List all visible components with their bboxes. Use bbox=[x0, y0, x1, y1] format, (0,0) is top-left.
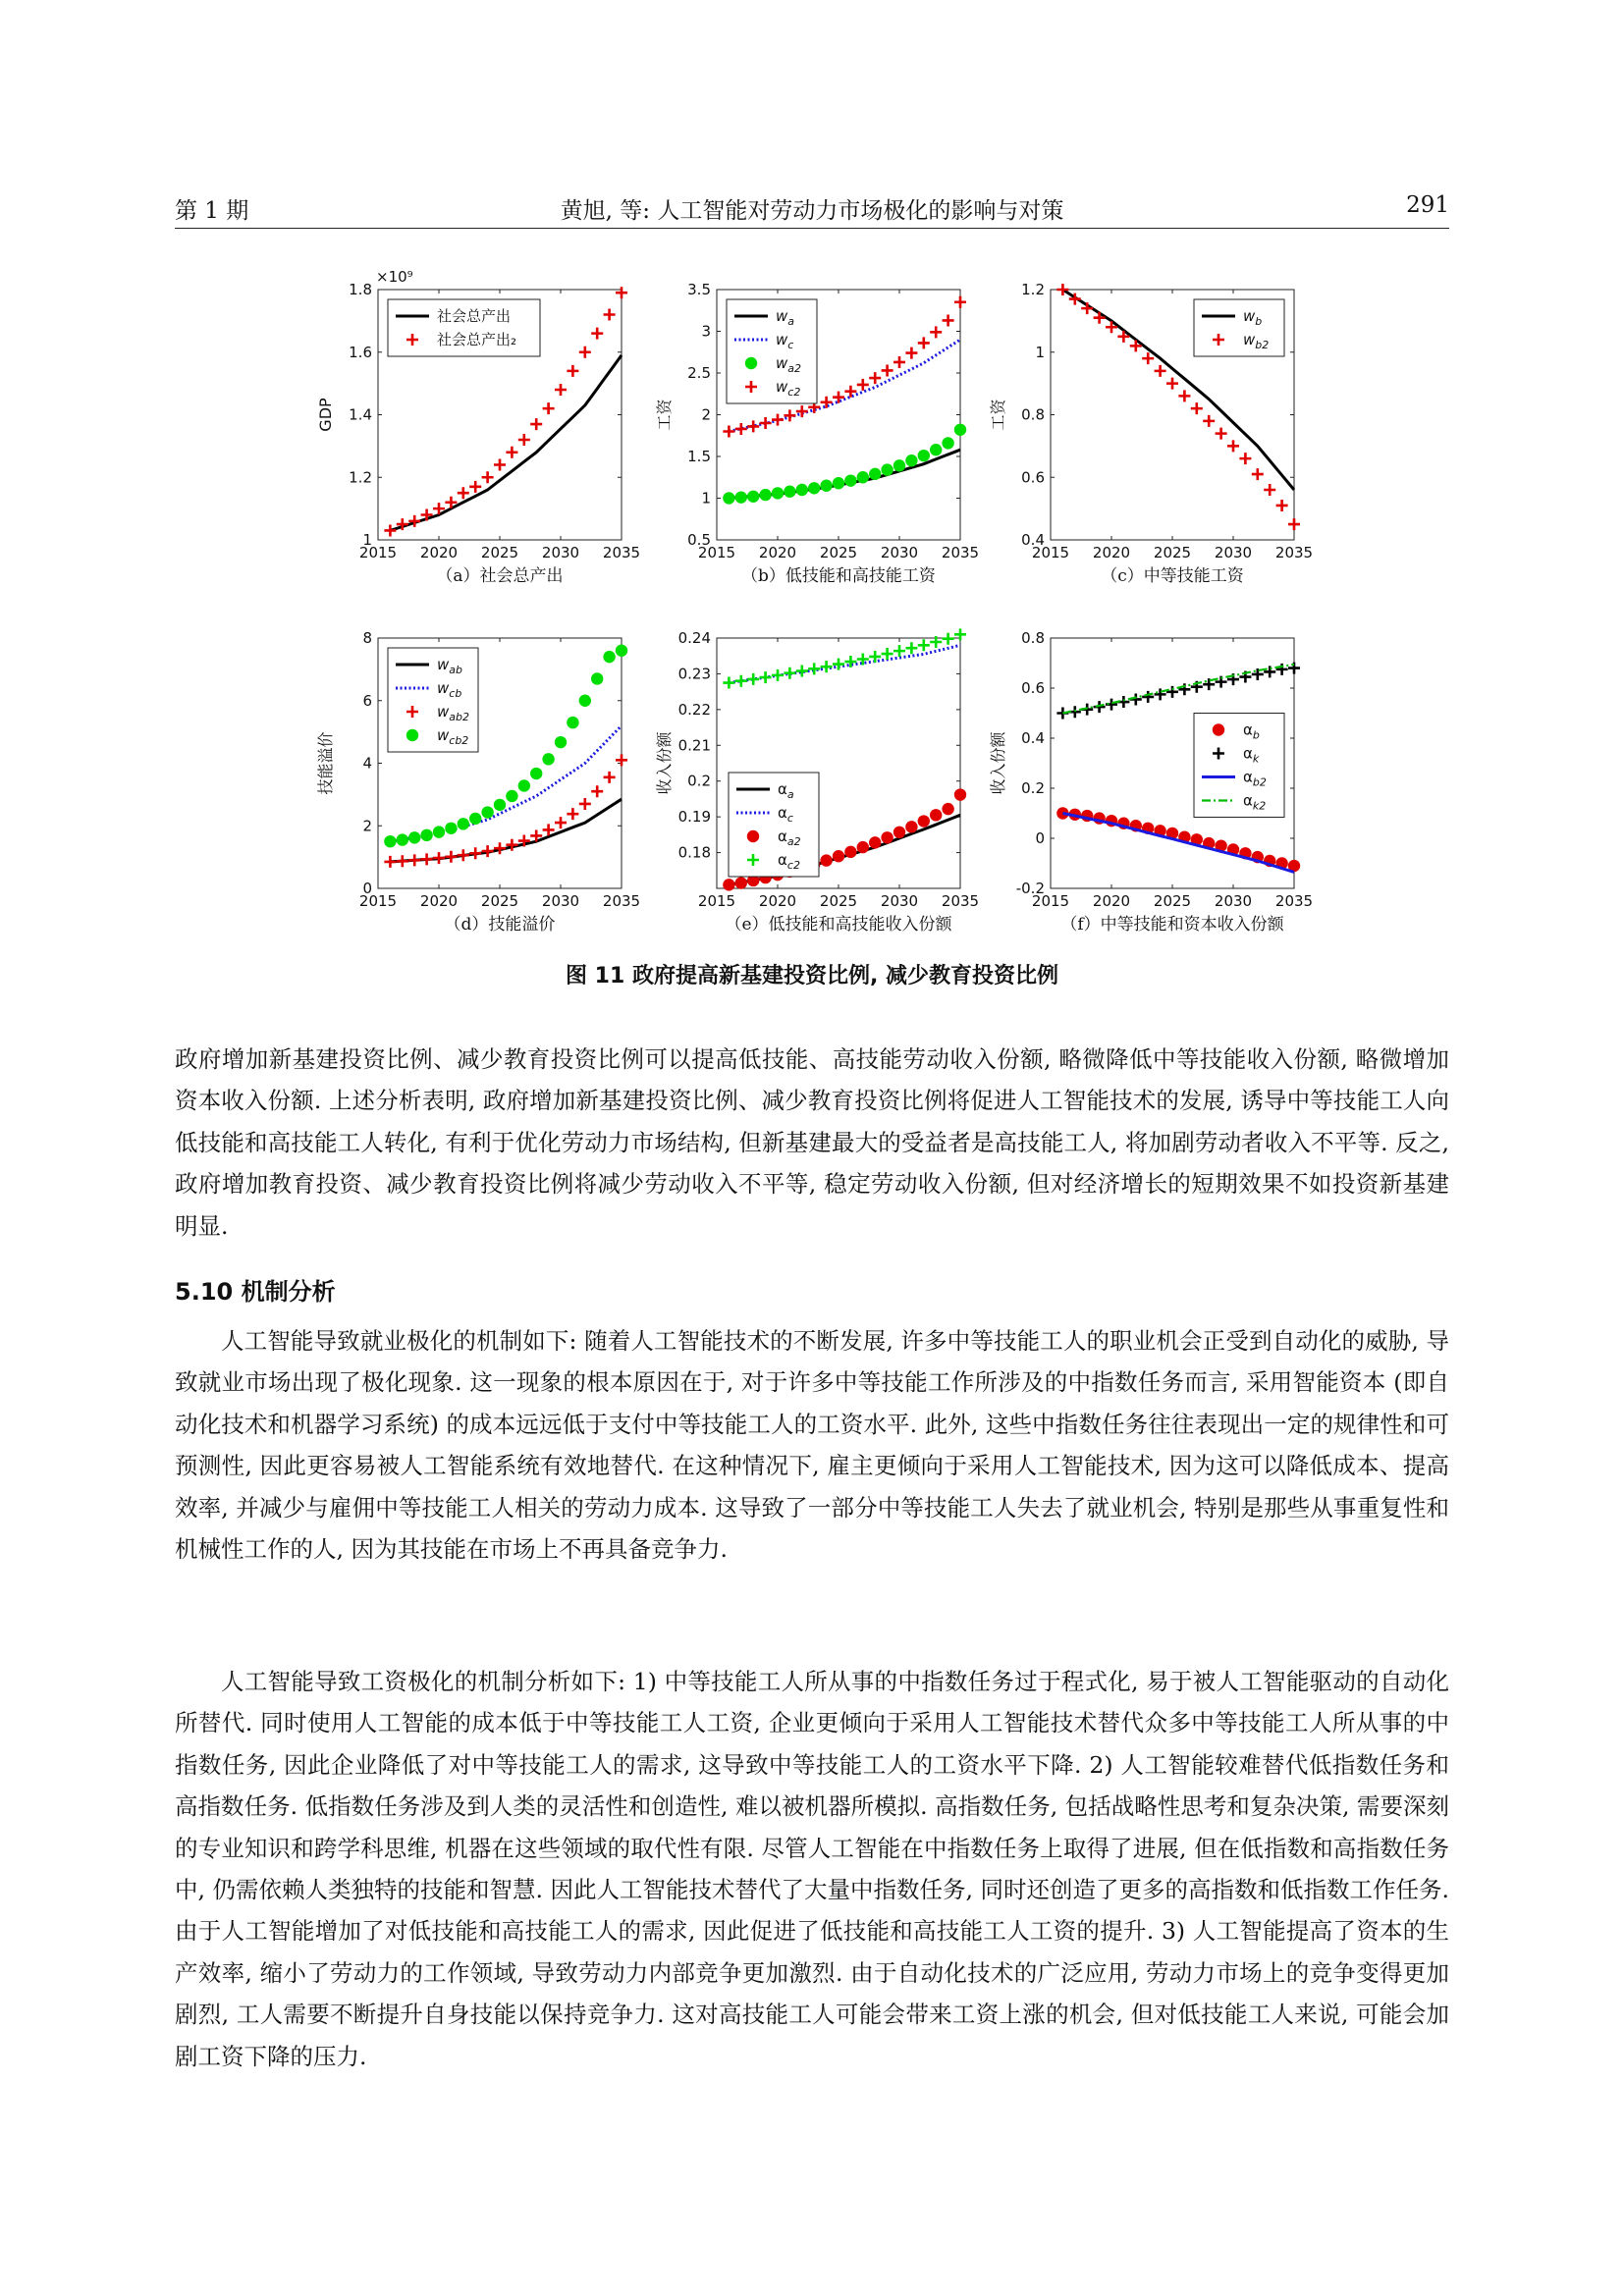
y-tick-label: 8 bbox=[362, 629, 372, 647]
legend-label: $w_a$ bbox=[776, 307, 795, 328]
data-point bbox=[844, 474, 856, 486]
legend-label: $w_{a2}$ bbox=[776, 354, 802, 375]
x-tick-label: 2020 bbox=[758, 544, 797, 561]
legend-label: $w_{ab}$ bbox=[437, 656, 463, 676]
x-tick-label: 2035 bbox=[1274, 544, 1314, 561]
legend-label: 社会总产出₂ bbox=[437, 331, 517, 348]
chart-panel-1 bbox=[655, 281, 979, 586]
legend-label: $\alpha_c$ bbox=[778, 804, 793, 825]
y-tick-label: 1.4 bbox=[349, 405, 372, 424]
y-tick-label: 1.2 bbox=[349, 468, 372, 487]
data-point bbox=[857, 841, 869, 853]
chart-panel-2 bbox=[989, 281, 1313, 586]
data-point bbox=[930, 444, 942, 455]
legend-label: $\alpha_{c2}$ bbox=[778, 851, 800, 872]
x-tick-label: 2025 bbox=[1153, 892, 1192, 910]
y-tick-label: 0.5 bbox=[687, 531, 711, 549]
x-tick-label: 2025 bbox=[819, 892, 858, 910]
running-title: 黄旭, 等: 人工智能对劳动力市场极化的影响与对策 bbox=[560, 198, 1064, 224]
legend-label: $w_{c2}$ bbox=[776, 378, 801, 399]
y-axis-label: 工资 bbox=[989, 399, 1007, 431]
chart-panel-0 bbox=[316, 268, 640, 586]
data-point bbox=[905, 454, 917, 466]
y-tick-label: 0.24 bbox=[677, 629, 711, 647]
chart-panel-5 bbox=[989, 629, 1313, 934]
legend-swatch bbox=[406, 729, 418, 741]
data-point bbox=[954, 424, 966, 436]
data-point bbox=[469, 813, 481, 825]
paragraph-1-text: 政府增加新基建投资比例、减少教育投资比例可以提高低技能、高技能劳动收入份额, 略微降低中等技能收入份额, 略微增加资本收入份额. 上述分析表明, 政府增加新基建投资比例、减少教育投资比例将促进人工智能技术的发展, 诱导中等技能工人向低技能和高技能工人转化, 有利于优化劳动力市场结构, 但新基建最大的受益者是高技能工人, 将加剧劳动者收入不平等. 反之, 政府增加教育投资、减少教育投资比例将减少劳动收入不平等, 稳定劳动收入份额, 但对经济增长的短期效果不如投资新基建明显. bbox=[175, 1045, 1449, 1240]
y-tick-label: 0.8 bbox=[1021, 405, 1045, 424]
data-point bbox=[458, 818, 469, 829]
paragraph-3 bbox=[175, 1661, 1449, 2077]
data-point bbox=[591, 672, 603, 684]
legend bbox=[729, 773, 819, 877]
data-point bbox=[759, 489, 771, 501]
data-point bbox=[857, 471, 869, 483]
y-tick-label: 1.5 bbox=[687, 448, 711, 465]
y-tick-label: 3 bbox=[701, 322, 711, 341]
y-tick-label: 6 bbox=[362, 691, 372, 710]
paragraph-2-text: 人工智能导致就业极化的机制如下: 随着人工智能技术的不断发展, 许多中等技能工人的职业机会正受到自动化的威胁, 导致就业市场出现了极化现象. 这一现象的根本原因在于, 对于许多中等技能工作所涉及的中指数任务而言, 采用智能资本 (即自动化技术和机器学习系统) 的成本远远低于支付中等技能工人的工资水平. 此外, 这些中指数任务往往表现出一定的规律性和可预测性, 因此更容易被人工智能系统有效地替代. 在这种情况下, 雇主更倾向于采用人工智能技术, 因为这可以降低成本、提高效率, 并减少与雇佣中等技能工人相关的劳动力成本. 这导致了一部分中等技能工人失去了就业机会, 特别是那些从事重复性和机械性工作的人, 因为其技能在市场上不再具备竞争力. bbox=[175, 1327, 1449, 1564]
data-point bbox=[494, 799, 506, 811]
y-tick-label: 4 bbox=[362, 754, 372, 773]
y-axis-label: 收入份额 bbox=[989, 731, 1007, 795]
data-point bbox=[772, 487, 784, 499]
y-tick-label: 0.6 bbox=[1021, 679, 1045, 697]
y-tick-label: 0.8 bbox=[1021, 629, 1045, 647]
data-point bbox=[954, 788, 966, 800]
data-point bbox=[567, 717, 578, 728]
data-point bbox=[420, 829, 432, 841]
y-tick-label: 0.4 bbox=[1021, 729, 1045, 747]
data-point bbox=[408, 831, 420, 843]
x-tick-label: 2035 bbox=[1274, 892, 1314, 910]
x-tick-label: 2020 bbox=[1092, 892, 1131, 910]
x-tick-label: 2020 bbox=[1092, 544, 1131, 561]
x-tick-label: 2035 bbox=[602, 544, 641, 561]
figure-11 bbox=[0, 236, 1624, 982]
legend-label: $w_b$ bbox=[1243, 307, 1263, 328]
y-tick-label: 2.5 bbox=[687, 364, 711, 382]
data-point bbox=[555, 736, 567, 748]
y-tick-label: 0 bbox=[362, 880, 372, 897]
x-tick-label: 2035 bbox=[602, 892, 641, 910]
running-header bbox=[175, 192, 1449, 232]
panel-caption: （e）低技能和高技能收入份额 bbox=[725, 915, 952, 934]
x-tick-label: 2025 bbox=[819, 544, 858, 561]
legend-swatch bbox=[1213, 723, 1224, 735]
x-tick-label: 2015 bbox=[358, 544, 398, 561]
data-point bbox=[820, 480, 832, 492]
x-tick-label: 2030 bbox=[880, 892, 919, 910]
data-point bbox=[579, 695, 591, 707]
legend bbox=[727, 299, 817, 403]
legend bbox=[388, 299, 540, 356]
x-tick-label: 2025 bbox=[480, 892, 519, 910]
y-axis-label: 工资 bbox=[655, 399, 674, 431]
y-tick-label: 0.23 bbox=[677, 665, 711, 683]
issue-number: 第 1 期 bbox=[175, 198, 249, 224]
data-point bbox=[616, 645, 627, 657]
chart-panel-4 bbox=[655, 628, 979, 934]
legend-label: $w_{cb}$ bbox=[437, 679, 462, 700]
data-point bbox=[796, 484, 808, 496]
data-point bbox=[844, 846, 856, 858]
legend-label: $\alpha_{b2}$ bbox=[1243, 768, 1267, 789]
y-tick-label: 0.4 bbox=[1021, 531, 1045, 549]
x-tick-label: 2015 bbox=[697, 544, 736, 561]
y-tick-label: 1 bbox=[701, 489, 711, 507]
legend-label: $w_{cb2}$ bbox=[437, 726, 469, 747]
data-point bbox=[869, 836, 881, 848]
paragraph-3-text: 人工智能导致工资极化的机制分析如下: 1) 中等技能工人所从事的中指数任务过于程式化, 易于被人工智能驱动的自动化所替代. 同时使用人工智能的成本低于中等技能工人工资, 企业更倾向于采用人工智能技术替代众多中等技能工人所从事的中指数任务, 因此企业降低了对中等技能工人的需求, 这导致中等技能工人的工资水平下降. 2) 人工智能较难替代低指数任务和高指数任务. 低指数任务涉及到人类的灵活性和创造性, 难以被机器所模拟. 高指数任务, 包括战略性思考和复杂决策, 需要深刻的专业知识和跨学科思维, 机器在这些领域的取代性有限. 尽管人工智能在中指数任务上取得了进展, 但在低指数和高指数任务中, 仍需依赖人类独特的技能和智慧. 因此人工智能技术替代了大量中指数任务, 同时还创造了更多的高指数和低指数工作任务. 由于人工智能增加了对低技能和高技能工人的需求, 因此促进了低技能和高技能工人工资的提升. 3) 人工智能提高了资本的生产效率, 缩小了劳动力的工作领域, 导致劳动力内部竞争更加激烈. 由于自动化技术的广泛应用, 劳动力市场上的竞争变得更加剧烈, 工人需要不断提升自身技能以保持竞争力. 这对高技能工人可能会带来工资上涨的机会, 但对低技能工人来说, 可能会加剧工资下降的压力. bbox=[175, 1668, 1449, 2070]
data-point bbox=[433, 826, 445, 837]
legend-label: $\alpha_a$ bbox=[778, 780, 794, 801]
data-point bbox=[735, 491, 747, 503]
y-tick-label: 1.8 bbox=[349, 281, 372, 298]
legend-label: $\alpha_b$ bbox=[1243, 721, 1260, 742]
data-point bbox=[723, 492, 734, 504]
data-point bbox=[820, 854, 832, 866]
data-point bbox=[808, 482, 820, 494]
paragraph-2 bbox=[175, 1320, 1449, 1570]
data-point bbox=[918, 450, 930, 461]
data-point bbox=[881, 831, 893, 843]
chart-panel-3 bbox=[316, 629, 640, 934]
y-tick-label: 1 bbox=[1035, 343, 1045, 361]
data-point bbox=[918, 815, 930, 827]
legend bbox=[1194, 714, 1284, 818]
data-point bbox=[397, 833, 408, 845]
data-point bbox=[506, 790, 517, 802]
legend-label: $\alpha_{k2}$ bbox=[1243, 791, 1267, 813]
y-tick-label: 0.21 bbox=[677, 736, 711, 755]
data-point bbox=[481, 806, 493, 818]
y-axis-label: 技能溢价 bbox=[316, 731, 335, 795]
legend bbox=[388, 648, 478, 752]
x-tick-label: 2015 bbox=[1031, 892, 1070, 910]
y-tick-label: 0.2 bbox=[1021, 779, 1045, 797]
exponent-label: ×10⁹ bbox=[376, 268, 413, 286]
legend-swatch bbox=[747, 830, 759, 842]
data-point bbox=[747, 491, 759, 503]
data-point bbox=[723, 879, 734, 890]
data-point bbox=[869, 468, 881, 480]
data-point bbox=[735, 877, 747, 888]
data-point bbox=[784, 486, 795, 498]
panel-caption: （a）社会总产出 bbox=[436, 566, 564, 586]
data-point bbox=[893, 459, 905, 471]
x-tick-label: 2030 bbox=[1214, 892, 1253, 910]
x-tick-label: 2020 bbox=[758, 892, 797, 910]
x-tick-label: 2015 bbox=[697, 892, 736, 910]
data-point bbox=[942, 437, 953, 449]
y-tick-label: 0.6 bbox=[1021, 468, 1045, 487]
y-tick-label: 2 bbox=[701, 405, 711, 424]
legend bbox=[1194, 299, 1284, 356]
legend-swatch bbox=[745, 357, 757, 369]
x-tick-label: 2030 bbox=[1214, 544, 1253, 561]
panel-caption: （d）技能溢价 bbox=[444, 915, 556, 934]
panel-caption: （f）中等技能和资本收入份额 bbox=[1060, 915, 1284, 934]
x-tick-label: 2030 bbox=[541, 544, 580, 561]
x-tick-label: 2020 bbox=[419, 892, 459, 910]
data-point bbox=[905, 821, 917, 832]
y-tick-label: 2 bbox=[362, 817, 372, 835]
y-tick-label: 0 bbox=[1035, 829, 1045, 847]
y-tick-label: 0.19 bbox=[677, 808, 711, 827]
data-point bbox=[881, 463, 893, 475]
x-tick-label: 2025 bbox=[480, 544, 519, 561]
panel-caption: （c）中等技能工资 bbox=[1101, 566, 1244, 586]
figure-caption: 图 11 政府提高新基建投资比例, 减少教育投资比例 bbox=[566, 964, 1058, 988]
page-number: 291 bbox=[1406, 192, 1449, 218]
data-point bbox=[833, 477, 844, 489]
x-tick-label: 2015 bbox=[358, 892, 398, 910]
x-tick-label: 2030 bbox=[541, 892, 580, 910]
data-point bbox=[833, 850, 844, 862]
y-axis-label: GDP bbox=[316, 398, 335, 432]
data-point bbox=[930, 809, 942, 821]
x-tick-label: 2020 bbox=[419, 544, 459, 561]
x-tick-label: 2035 bbox=[941, 892, 980, 910]
legend-label: $w_{ab2}$ bbox=[437, 703, 470, 723]
legend-label: $w_{b2}$ bbox=[1243, 331, 1270, 351]
data-point bbox=[603, 651, 615, 663]
y-tick-label: 1.2 bbox=[1021, 281, 1045, 298]
section-title: 5.10 机制分析 bbox=[175, 1278, 336, 1306]
data-point bbox=[942, 803, 953, 815]
data-point bbox=[893, 827, 905, 838]
panel-caption: （b）低技能和高技能工资 bbox=[741, 566, 936, 586]
y-tick-label: 0.22 bbox=[677, 700, 711, 719]
legend-label: 社会总产出 bbox=[437, 307, 512, 325]
legend-label: $w_c$ bbox=[776, 331, 794, 351]
figure-panels bbox=[0, 236, 1624, 962]
data-point bbox=[518, 779, 530, 791]
header-rule bbox=[175, 228, 1449, 229]
y-tick-label: 3.5 bbox=[687, 281, 711, 298]
x-tick-label: 2025 bbox=[1153, 544, 1192, 561]
y-tick-label: 0.18 bbox=[677, 843, 711, 862]
x-tick-label: 2035 bbox=[941, 544, 980, 561]
y-tick-label: 1 bbox=[362, 531, 372, 549]
x-tick-label: 2030 bbox=[880, 544, 919, 561]
data-point bbox=[530, 768, 542, 779]
legend-box bbox=[1194, 299, 1284, 356]
y-axis-label: 收入份额 bbox=[655, 731, 674, 795]
y-tick-label: -0.2 bbox=[1015, 880, 1045, 897]
data-point bbox=[445, 823, 457, 834]
data-point bbox=[542, 753, 554, 765]
data-point bbox=[384, 835, 396, 847]
y-tick-label: 0.2 bbox=[687, 772, 711, 790]
paragraph-1 bbox=[175, 1039, 1449, 1247]
legend-label: $\alpha_{a2}$ bbox=[778, 828, 801, 848]
y-tick-label: 1.6 bbox=[349, 343, 372, 361]
legend-label: $\alpha_k$ bbox=[1243, 744, 1260, 766]
x-tick-label: 2015 bbox=[1031, 544, 1070, 561]
